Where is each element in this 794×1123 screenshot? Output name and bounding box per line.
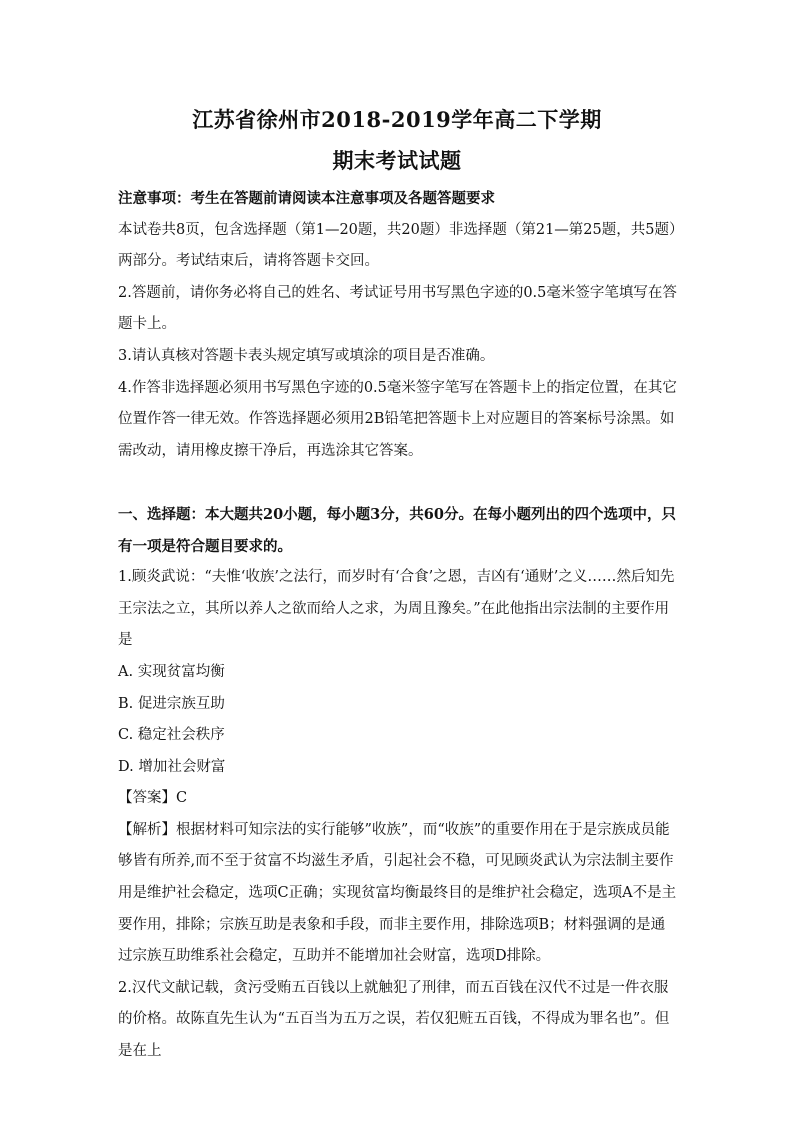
document-title: 江苏省徐州市2018-2019学年高二下学期 (192, 107, 602, 132)
question-1-option-b: B. 促进宗族互助 (118, 695, 225, 712)
notice-heading: 注意事项：考生在答题前请阅读本注意事项及各题答题要求 (118, 190, 495, 207)
notice-item-3: 3.请认真核对答题卡表头规定填写或填涂的项目是否准确。 (118, 347, 495, 364)
question-1-option-a: A. 实现贫富均衡 (118, 663, 225, 680)
question-1-answer: 【答案】C (118, 790, 188, 807)
question-1-option-d: D. 增加社会财富 (118, 758, 226, 775)
spacer (118, 467, 678, 499)
question-1-option-c: C. 稳定社会秩序 (118, 727, 225, 744)
document-subtitle: 期末考试试题 (332, 148, 462, 173)
notice-item-1: 本试卷共8页，包含选择题（第1—20题，共20题）非选择题（第21—第25题，共5题）两部分。考试结束后，请将答题卡交回。 (118, 221, 677, 270)
question-1-stem: 1.顾炎武说：“夫惟‘收族’之法行，而岁时有‘合食’之恩，吉凶有‘通财’之义……然后知先王宗法之立，其所以养人之欲而给人之求，为周且豫矣。”在此他指出宗法制的主要作用是 (118, 569, 675, 649)
notice-item-4: 4.作答非选择题必须用书写黑色字迹的0.5毫米签字笔写在答题卡上的指定位置，在其它位置作答一律无效。作答选择题必须用2B铅笔把答题卡上对应题目的答案标号涂黑。如需改动，请用橡皮擦干净后，再选涂其它答案。 (118, 379, 677, 459)
question-2-stem: 2.汉代文献记载，贪污受贿五百钱以上就触犯了刑律，而五百钱在汉代不过是一件衣服的价格。故陈直先生认为“五百当为五万之误，若仅犯赃五百钱，不得成为罪名也”。但是在上 (118, 979, 670, 1060)
document-body (118, 183, 678, 1068)
notice-item-2: 2.答题前，请你务必将自己的姓名、考试证号用书写黑色字迹的0.5毫米签字笔填写在答题卡上。 (118, 284, 677, 333)
question-1-analysis: 【解析】根据材料可知宗法的实行能够”收族”，而“收族”的重要作用在于是宗族成员能够皆有所养,而不至于贫富不均滋生矛盾，引起社会不稳，可见顾炎武认为宗法制主要作用是维护社会稳定，选项C正确；实现贫富均衡最终目的是维护社会稳定，选项A不是主要作用，排除；宗族互助是表象和手段，而非主要作用，排除选项B；材料强调的是通过宗族互助维系社会稳定，互助并不能增加社会财富，选项D排除。 (118, 821, 677, 965)
section-heading: 一、选择题：本大题共20小题，每小题3分，共60分。在每小题列出的四个选项中，只有一项是符合题目要求的。 (118, 505, 676, 555)
